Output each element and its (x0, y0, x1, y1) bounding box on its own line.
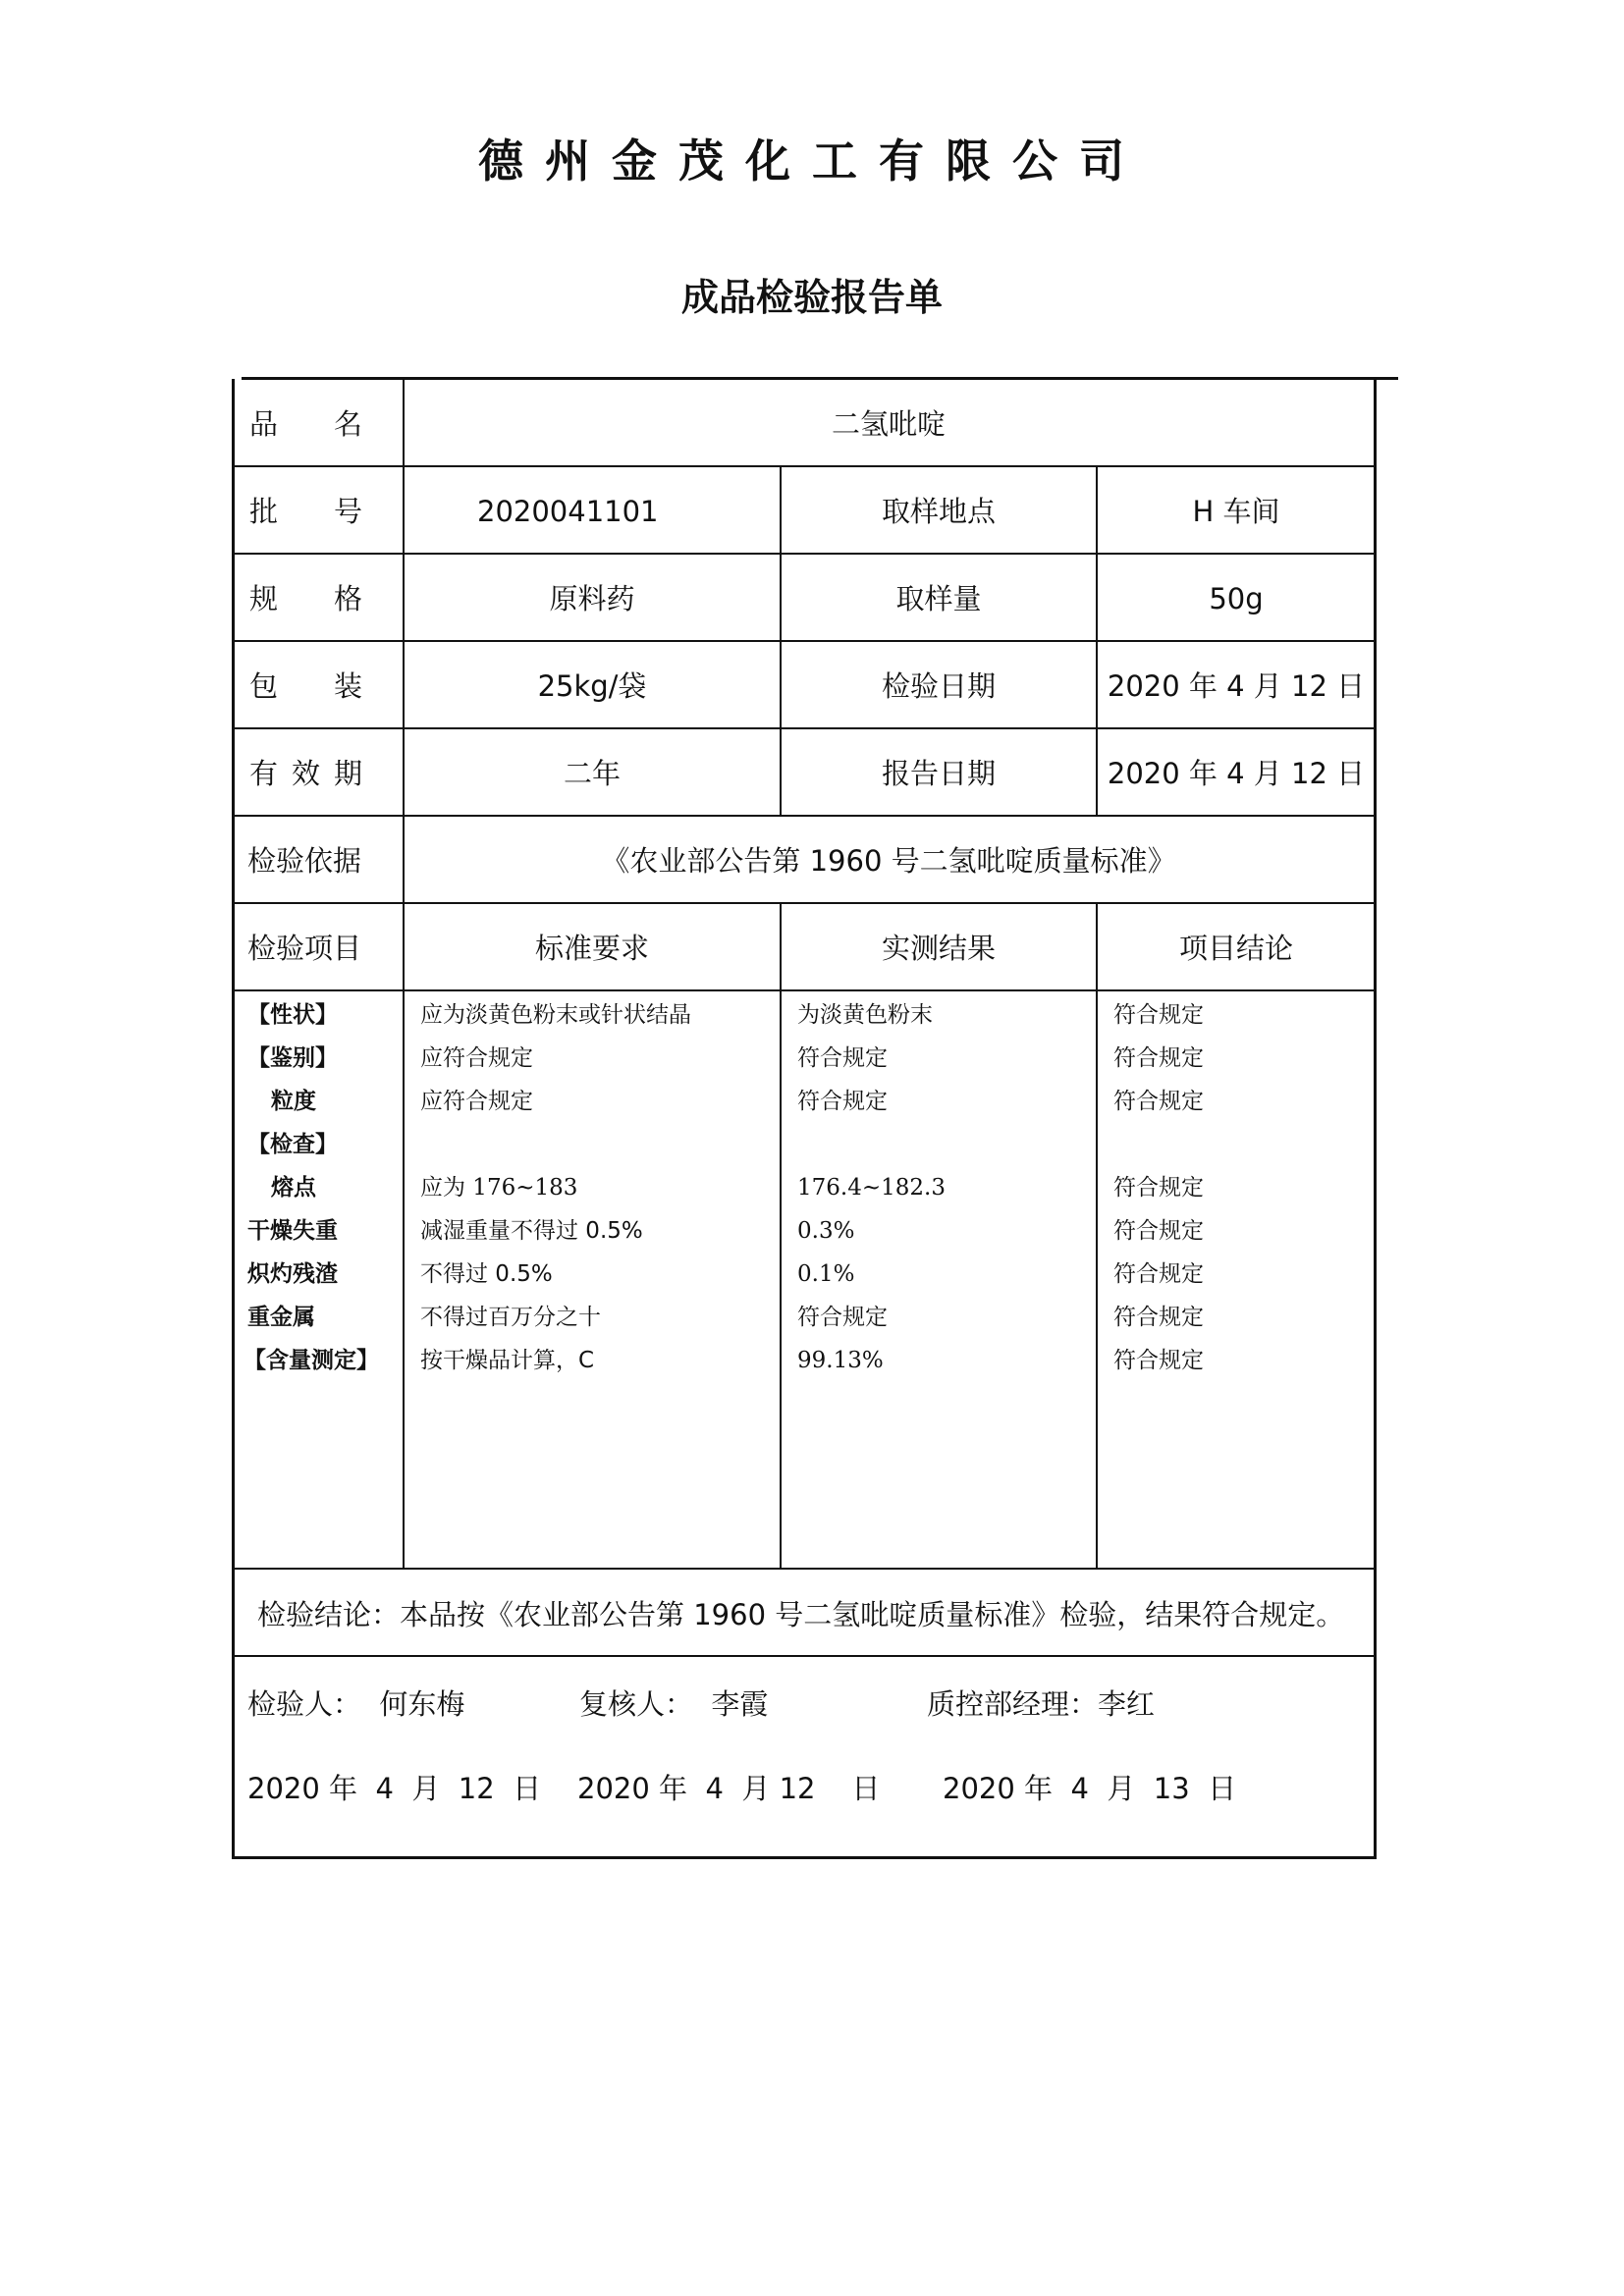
table-row-standard: 按干燥品计算，C (420, 1348, 595, 1373)
table-row-item: 熔点 (271, 1175, 316, 1201)
table-row-result: 符合规定 (797, 1305, 888, 1330)
table-row-conclusion: 符合规定 (1113, 1175, 1204, 1201)
table-row-conclusion: 符合规定 (1113, 1261, 1204, 1287)
package-value: 25kg/袋 (537, 669, 647, 703)
table-row-result: 符合规定 (797, 1045, 888, 1071)
package-label: 包 装 (249, 669, 363, 703)
table-row-conclusion: 符合规定 (1113, 1002, 1204, 1028)
batch-label: 批 号 (249, 495, 363, 528)
row-divider (234, 1568, 1375, 1570)
table-row-result: 0.3% (797, 1218, 855, 1244)
column-divider (780, 902, 782, 1568)
validity-value: 二年 (563, 757, 621, 790)
table-row-conclusion: 符合规定 (1113, 1305, 1204, 1330)
reviewer-signature: 复核人： 李霞 (579, 1687, 769, 1721)
table-row-conclusion: 符合规定 (1113, 1348, 1204, 1373)
validity-label: 有 效 期 (249, 757, 363, 790)
table-row-conclusion: 符合规定 (1113, 1045, 1204, 1071)
header-conclusion: 项目结论 (1178, 932, 1293, 965)
row-divider (234, 727, 1375, 729)
row-divider (234, 815, 1375, 817)
sample-place-value: H 车间 (1192, 495, 1280, 528)
reviewer-date: 2020 年 4 月 12 日 (577, 1772, 881, 1805)
product-label: 品 名 (249, 407, 363, 441)
batch-value: 2020041101 (477, 495, 659, 528)
table-row-item: 【性状】 (247, 1002, 338, 1028)
inspector-date: 2020 年 4 月 12 日 (247, 1772, 542, 1805)
header-standard: 标准要求 (534, 932, 649, 965)
inspector-signature: 检验人： 何东梅 (247, 1687, 465, 1721)
table-row-item: 【鉴别】 (247, 1045, 338, 1071)
table-row-result: 符合规定 (797, 1089, 888, 1114)
row-divider (234, 465, 1375, 467)
report-title: 成品检验报告单 (680, 276, 943, 319)
table-row-item: 【检查】 (247, 1132, 338, 1157)
table-row-item: 粒度 (271, 1089, 316, 1114)
row-divider (234, 1655, 1375, 1657)
manager-signature: 质控部经理：李红 (927, 1687, 1156, 1721)
test-date-label: 检验日期 (881, 669, 996, 703)
table-row-standard: 应为淡黄色粉末或针状结晶 (420, 1002, 691, 1028)
header-item: 检验项目 (247, 932, 362, 965)
product-value: 二氢吡啶 (831, 407, 946, 441)
column-divider (1096, 902, 1098, 1568)
report-date-value: 2020 年 4 月 12 日 (1107, 757, 1366, 790)
inspection-conclusion: 检验结论：本品按《农业部公告第 1960 号二氢吡啶质量标准》检验，结果符合规定。 (257, 1598, 1345, 1631)
basis-label: 检验依据 (247, 844, 362, 878)
table-row-result: 为淡黄色粉末 (797, 1002, 933, 1028)
header-result: 实测结果 (881, 932, 996, 965)
table-row-standard: 应符合规定 (420, 1045, 533, 1071)
spec-value: 原料药 (549, 582, 635, 615)
column-divider (403, 379, 405, 1568)
table-row-standard: 应为 176~183 (420, 1175, 578, 1201)
table-row-result: 99.13% (797, 1348, 884, 1373)
table-row-item: 重金属 (247, 1305, 315, 1330)
report-date-label: 报告日期 (881, 757, 996, 790)
table-row-result: 0.1% (797, 1261, 855, 1287)
table-row-standard: 不得过百万分之十 (420, 1305, 601, 1330)
test-date-value: 2020 年 4 月 12 日 (1107, 669, 1366, 703)
table-row-item: 干燥失重 (247, 1218, 338, 1244)
spec-label: 规 格 (249, 582, 363, 615)
row-divider (234, 902, 1375, 904)
row-divider (234, 989, 1375, 991)
table-row-item: 炽灼残渣 (247, 1261, 338, 1287)
table-row-standard: 减湿重量不得过 0.5% (420, 1218, 643, 1244)
table-row-conclusion: 符合规定 (1113, 1089, 1204, 1114)
sample-qty-label: 取样量 (895, 582, 982, 615)
table-row-standard: 应符合规定 (420, 1089, 533, 1114)
row-divider (234, 553, 1375, 555)
table-row-standard: 不得过 0.5% (420, 1261, 553, 1287)
row-divider (234, 640, 1375, 642)
manager-date: 2020 年 4 月 13 日 (943, 1772, 1237, 1805)
table-row-item: 【含量测定】 (244, 1348, 379, 1373)
sample-place-label: 取样地点 (881, 495, 996, 528)
company-name: 德州金茂化工有限公司 (478, 134, 1146, 187)
table-row-result: 176.4~182.3 (797, 1175, 946, 1201)
basis-value: 《农业部公告第 1960 号二氢吡啶质量标准》 (601, 844, 1176, 878)
table-row-conclusion: 符合规定 (1113, 1218, 1204, 1244)
sample-qty-value: 50g (1209, 582, 1264, 615)
